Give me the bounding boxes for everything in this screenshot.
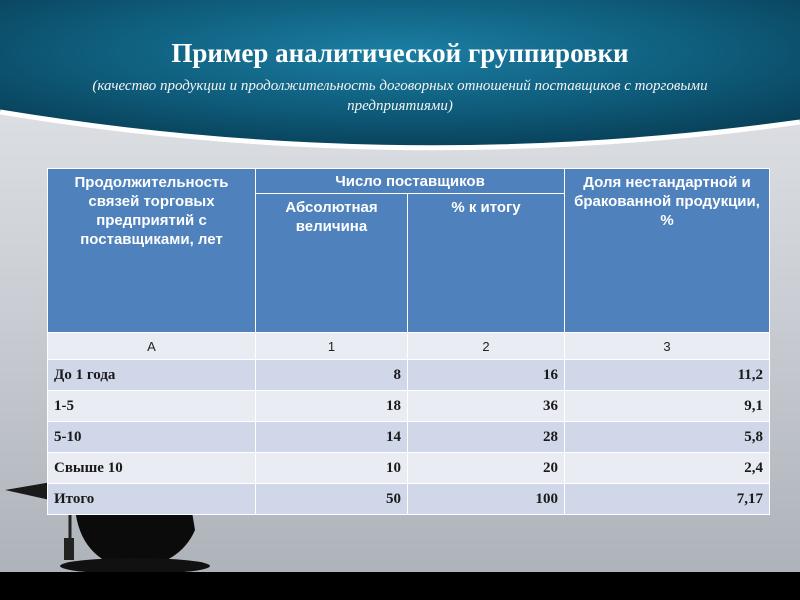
absolute-value: 50 — [256, 484, 408, 515]
table-row-total — [48, 484, 770, 515]
absolute-value: 8 — [256, 360, 408, 391]
row-label: 5-10 — [48, 422, 256, 453]
table-row — [48, 453, 770, 484]
percent-value: 20 — [408, 453, 565, 484]
percent-value: 28 — [408, 422, 565, 453]
row-label: Свыше 10 — [48, 453, 256, 484]
percent-value: 16 — [408, 360, 565, 391]
row-label: 1-5 — [48, 391, 256, 422]
grouping-table — [47, 168, 770, 515]
row-label: Итого — [48, 484, 256, 515]
header-defect-share: Доля нестандартной и бракованной продукции, % — [565, 169, 770, 333]
header-absolute: Абсолютная величина — [256, 194, 408, 333]
absolute-value: 14 — [256, 422, 408, 453]
table-row — [48, 360, 770, 391]
column-number: 2 — [408, 333, 565, 360]
header-supplier-count: Число поставщиков — [256, 169, 565, 194]
defect-share-value: 5,8 — [565, 422, 770, 453]
column-number: А — [48, 333, 256, 360]
slide-subtitle: (качество продукции и продолжительность договорных отношений поставщиков с торговыми предприятиями) — [92, 78, 708, 114]
absolute-value: 10 — [256, 453, 408, 484]
defect-share-value: 2,4 — [565, 453, 770, 484]
header-percent: % к итогу — [408, 194, 565, 333]
column-number: 1 — [256, 333, 408, 360]
defect-share-value: 9,1 — [565, 391, 770, 422]
absolute-value: 18 — [256, 391, 408, 422]
defect-share-value: 11,2 — [565, 360, 770, 391]
column-number: 3 — [565, 333, 770, 360]
table-row — [48, 422, 770, 453]
percent-value: 36 — [408, 391, 565, 422]
table-row — [48, 391, 770, 422]
header-duration: Продолжительность связей торговых предприятий с поставщиками, лет — [48, 169, 256, 333]
percent-value: 100 — [408, 484, 565, 515]
defect-share-value: 7,17 — [565, 484, 770, 515]
slide-title: Пример аналитической группировки — [171, 38, 629, 68]
row-label: До 1 года — [48, 360, 256, 391]
